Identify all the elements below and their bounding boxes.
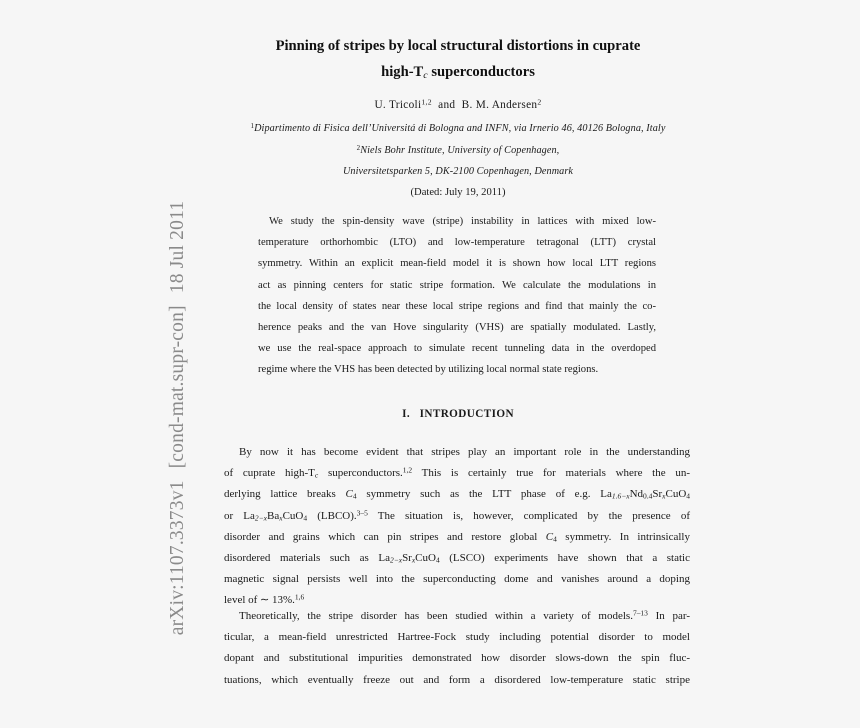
citation[interactable]: 3–5: [356, 508, 368, 518]
author-name: U. Tricoli: [374, 99, 422, 111]
body-line: or $La_{2-x}Ba_xCuO_4$ (LBCO).$^{3-5}$ The situation is, however, complicated by the presence of: [224, 508, 690, 523]
section-heading-introduction: [222, 408, 694, 420]
affiliation-2: [222, 145, 694, 156]
title-text: superconductors: [427, 64, 535, 80]
body-line: ticular, a mean-field unrestricted Hartree-Fock study including potential disorder to model: [224, 631, 690, 644]
dated-line: (Dated: July 19, 2011): [410, 187, 506, 198]
affil-text: Niels Bohr Institute, University of Copenhagen,: [360, 145, 560, 156]
body-line: level of ∼ 13%.$^{1,6}$: [224, 592, 305, 607]
affil-mark: 1: [250, 122, 255, 130]
affil-text: Dipartimento di Fisica dell’Universitá di Bologna and INFN, via Irnerio 46, 40126 Bologna, Italy: [254, 123, 666, 134]
abstract-line: temperature orthorhombic (LTO) and low-temperature tetragonal (LTT) crystal: [258, 237, 656, 249]
author-joiner: and: [438, 99, 456, 111]
citation[interactable]: 1,2: [402, 465, 413, 475]
body-line: disordered materials such as $La_{2-x}Sr_xCuO_4$ (LSCO) experiments have shown that a static: [224, 551, 690, 565]
affiliation-1: [222, 123, 694, 134]
body-line: magnetic signal persists well into the superconducting dome and vanishes around a doping: [224, 573, 690, 586]
author-affil-mark: 2: [537, 97, 542, 107]
body-line: disorder and grains which can pin stripes and restore global $C_4$ symmetry. In intrinsically: [224, 530, 690, 544]
abstract: [258, 211, 656, 381]
abstract-line: We study the spin-density wave (stripe) instability in lattices with mixed low-: [269, 216, 656, 227]
body-line: tuations, which eventually freeze out and form a disordered low-temperature static stripe: [224, 673, 690, 686]
arxiv-category: [cond-mat.supr-con]: [167, 305, 188, 469]
author-affil-mark: 1,2: [421, 97, 432, 107]
body-line: By now it has become evident that stripes play an important role in the understanding: [239, 446, 690, 458]
affiliation-2-address: Universitetsparken 5, DK-2100 Copenhagen, Denmark: [342, 166, 574, 177]
arxiv-date: 18 Jul 2011: [167, 200, 188, 294]
arxiv-id: arXiv:1107.3373v1: [167, 480, 188, 636]
citation[interactable]: 1,6: [294, 592, 305, 602]
author-name: B. M. Andersen: [461, 99, 538, 111]
section-number: I.: [402, 408, 411, 420]
intro-paragraph-2: [224, 606, 690, 691]
paper-title-line-2: [222, 64, 694, 81]
author-list: [222, 99, 694, 111]
arxiv-identifier-stamp: [167, 201, 189, 636]
citation[interactable]: 7–13: [632, 608, 648, 618]
section-title: INTRODUCTION: [419, 408, 514, 420]
body-line: derlying lattice breaks $C_4$ symmetry such as the LTT phase of e.g. $La_{1.6-x}Nd_{0.4}Sr_xCuO_4$: [224, 488, 690, 501]
abstract-line: regime where the VHS has been detected by utilizing local normal state regions.: [258, 364, 599, 376]
affil-mark: 2: [356, 144, 361, 152]
paper-title-line-1: Pinning of stripes by local structural distortions in cuprate: [275, 38, 641, 54]
abstract-line: act as pinning centers for static stripe formation. We calculate the modulations in: [258, 279, 656, 291]
body-line: Theoretically, the stripe disorder has been studied within a variety of models.$^{7-13}$ In par-: [239, 608, 690, 622]
abstract-line: herence peaks and the van Hove singularity (VHS) are spatially modulated. Lastly,: [258, 321, 656, 333]
abstract-line: symmetry. Within an explicit mean-field model it is shown how local LTT regions: [258, 258, 656, 270]
abstract-line: we use the real-space approach to simulate recent tunneling data in the overdoped: [258, 343, 656, 355]
intro-paragraph-1: [224, 442, 690, 612]
title-text: high-T: [381, 64, 424, 80]
body-line: of cuprate high-$T_c$ superconductors.$^{1,2}$ This is certainly true for materials where the un-: [224, 465, 690, 480]
abstract-line: the local density of states near these local stripe regions and find that mainly the co-: [258, 300, 656, 312]
body-line: dopant and substitutional impurities demonstrated how disorder slows-down the spin fluc-: [224, 652, 690, 665]
title-subscript: c: [423, 69, 428, 81]
